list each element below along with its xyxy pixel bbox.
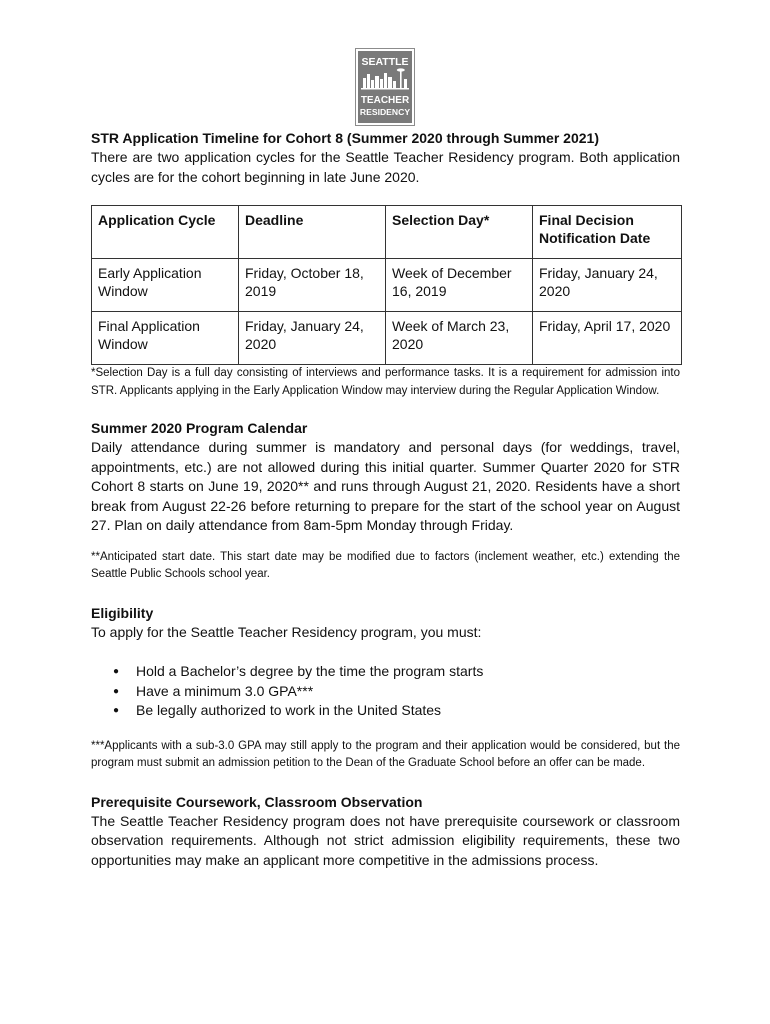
calendar-heading: Summer 2020 Program Calendar	[91, 420, 308, 436]
prereq-body: The Seattle Teacher Residency program does not have prerequisite coursework or classroom observation requirements. Although not strict admission eligibility requirements, these two opportunities may make an applicant more competitive in the admissions process.	[91, 812, 680, 868]
document-content	[91, 129, 680, 870]
selection-day-footnote: *Selection Day is a full day consisting of interviews and performance tasks. It is a requirement for admission into STR. Applicants applying in the Early Application Window may interview during the Regular Application Window.	[91, 367, 680, 397]
table-cell: Week of December 16, 2019	[386, 259, 533, 312]
eligibility-section	[91, 604, 680, 773]
list-item: ● Hold a Bachelor’s degree by the time the program starts	[136, 662, 680, 682]
timeline-intro: There are two application cycles for the Seattle Teacher Residency program. Both application cycles are for the cohort beginning in late June 2020.	[91, 149, 680, 185]
timeline-section	[91, 129, 680, 400]
table-cell: Week of March 23, 2020	[386, 312, 533, 365]
start-date-footnote: **Anticipated start date. This start date may be modified due to factors (inclement weather, etc.) extending the Seattle Public Schools school year.	[91, 550, 680, 580]
table-header-cell: Final Decision Notification Date	[533, 206, 682, 259]
table-row	[92, 259, 682, 312]
table-cell: Early Application Window	[92, 259, 239, 312]
calendar-section	[91, 419, 680, 584]
table-cell: Final Application Window	[92, 312, 239, 365]
prereq-heading: Prerequisite Coursework, Classroom Observation	[91, 793, 423, 810]
calendar-body: Daily attendance during summer is mandatory and personal days (for weddings, travel, appointments, etc.) are not allowed during this initial quarter. Summer Quarter 2020 for STR Cohort 8 starts on June 19, 2020** and runs through August 21, 2020. Residents have a short break from August 22-26 before returning to prepare for the start of the school year on August 27. Plan on daily attendance from 8am-5pm Monday through Friday.	[91, 439, 680, 533]
timeline-table	[91, 205, 682, 365]
eligibility-intro: To apply for the Seattle Teacher Residency program, you must:	[91, 623, 482, 640]
seattle-teacher-residency-logo	[355, 48, 415, 126]
list-item: ● Have a minimum 3.0 GPA***	[136, 682, 680, 702]
table-header-cell: Deadline	[239, 206, 386, 259]
svg-text:RESIDENCY: RESIDENCY	[359, 107, 411, 117]
list-item: ● Be legally authorized to work in the United States	[136, 701, 680, 721]
table-row	[92, 312, 682, 365]
table-cell: Friday, January 24, 2020	[533, 259, 682, 312]
svg-text:TEACHER: TEACHER	[360, 95, 410, 106]
prereq-section	[91, 793, 680, 871]
table-cell: Friday, April 17, 2020	[533, 312, 682, 365]
eligibility-heading: Eligibility	[91, 604, 154, 621]
timeline-heading: STR Application Timeline for Cohort 8 (Summer 2020 through Summer 2021)	[91, 130, 599, 146]
table-header-cell: Application Cycle	[92, 206, 239, 259]
eligibility-list	[91, 662, 680, 721]
table-header-cell: Selection Day*	[386, 206, 533, 259]
table-header-row	[92, 206, 682, 259]
svg-text:SEATTLE: SEATTLE	[361, 56, 409, 68]
table-cell: Friday, October 18, 2019	[239, 259, 386, 312]
table-cell: Friday, January 24, 2020	[239, 312, 386, 365]
gpa-footnote: ***Applicants with a sub-3.0 GPA may still apply to the program and their application would be considered, but the program must submit an admission petition to the Dean of the Graduate School before an offer can be made.	[91, 739, 680, 769]
